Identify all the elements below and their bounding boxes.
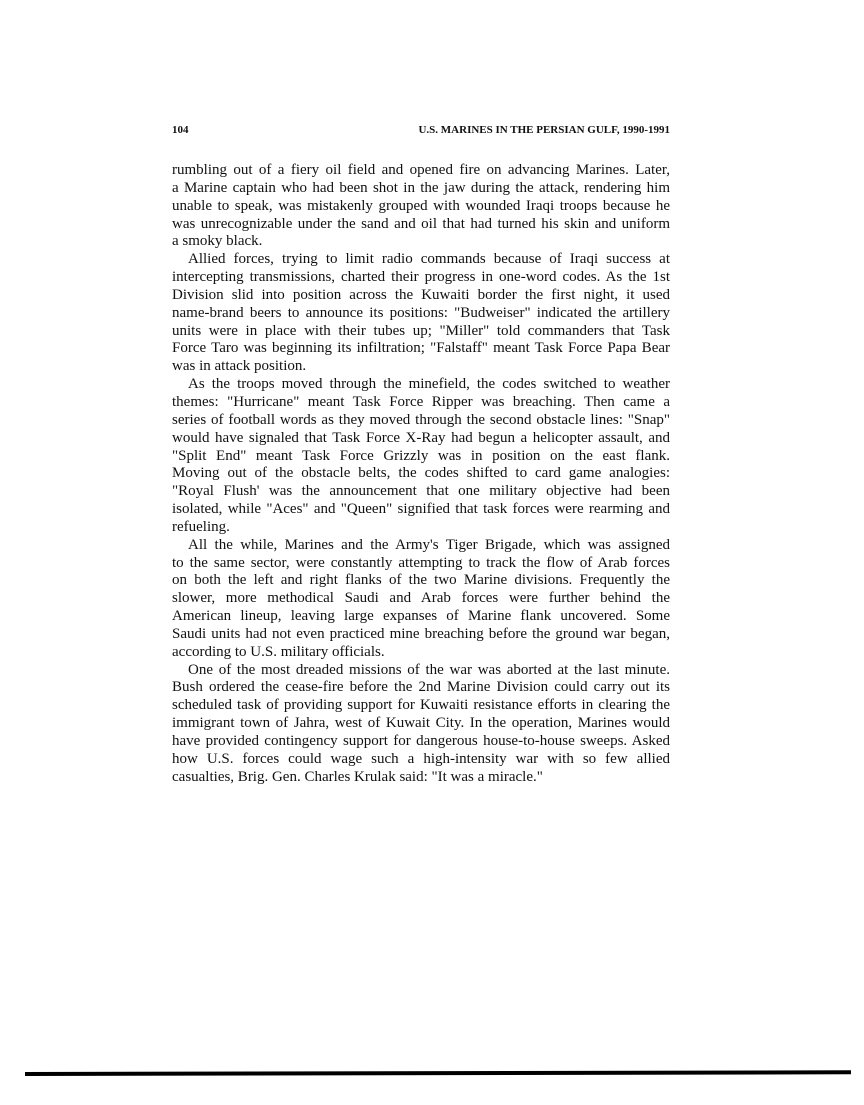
text-line: according to U.S. military officials. xyxy=(172,643,385,660)
text-line: All the while, Marines and the Army's Tiger Brigade, which was assigned xyxy=(188,536,670,553)
text-line: "Royal Flush' was the announcement that one military objective had been xyxy=(172,483,670,500)
text-line: rumbling out of a fiery oil field and opened fire on advancing Marines. Later, xyxy=(172,162,670,178)
body-text xyxy=(172,162,670,787)
text-line: a Marine captain who had been shot in the jaw during the attack, rendering him xyxy=(172,179,670,196)
paragraph xyxy=(172,251,670,376)
text-line: "Split End" meant Task Force Grizzly was in position on the east flank. xyxy=(172,447,670,464)
text-line: As the troops moved through the minefield, the codes switched to weather xyxy=(188,376,670,393)
text-line: refueling. xyxy=(172,518,230,535)
text-line: would have signaled that Task Force X-Ray had begun a helicopter assault, and xyxy=(172,429,670,446)
text-line: themes: "Hurricane" meant Task Force Ripper was breaching. Then came a xyxy=(172,393,670,410)
text-line: on both the left and right flanks of the two Marine divisions. Frequently the xyxy=(172,572,670,589)
text-line: units were in place with their tubes up; "Miller" told commanders that Task xyxy=(172,322,670,339)
text-line: to the same sector, were constantly attempting to track the flow of Arab forces xyxy=(172,554,670,571)
text-line: scheduled task of providing support for Kuwaiti resistance efforts in clearing the xyxy=(172,697,670,714)
text-line: One of the most dreaded missions of the war was aborted at the last minute. xyxy=(188,661,670,678)
paragraph xyxy=(172,537,670,662)
text-line: Bush ordered the cease-fire before the 2nd Marine Division could carry out its xyxy=(172,679,670,696)
text-line: Moving out of the obstacle belts, the codes shifted to card game analogies: xyxy=(172,465,670,482)
text-line: name-brand beers to announce its positions: "Budweiser" indicated the artillery xyxy=(172,304,670,321)
text-line: Force Taro was beginning its infiltration; "Falstaff" meant Task Force Papa Bear xyxy=(172,340,670,357)
page-number: 104 xyxy=(172,124,189,136)
text-line: a smoky black. xyxy=(172,233,263,250)
running-header xyxy=(172,124,670,138)
text-line: Division slid into position across the Kuwaiti border the first night, it used xyxy=(172,286,670,303)
text-line: Allied forces, trying to limit radio commands because of Iraqi success at xyxy=(188,251,670,268)
text-line: isolated, while "Aces" and "Queen" signified that task forces were rearming and xyxy=(172,501,670,518)
text-line: unable to speak, was mistakenly grouped with wounded Iraqi troops because he xyxy=(172,197,670,214)
bottom-rule xyxy=(25,1070,851,1076)
text-line: was unrecognizable under the sand and oil that had turned his skin and uniform xyxy=(172,215,670,232)
text-line: was in attack position. xyxy=(172,358,307,375)
text-line: intercepting transmissions, charted their progress in one-word codes. As the 1st xyxy=(172,269,670,286)
paragraph xyxy=(172,162,670,251)
text-line: slower, more methodical Saudi and Arab forces were further behind the xyxy=(172,590,670,607)
text-line: casualties, Brig. Gen. Charles Krulak said: "It was a miracle." xyxy=(172,768,543,785)
text-line: immigrant town of Jahra, west of Kuwait City. In the operation, Marines would xyxy=(172,715,670,732)
running-title: U.S. MARINES IN THE PERSIAN GULF, 1990-1991 xyxy=(418,124,670,136)
text-line: Saudi units had not even practiced mine breaching before the ground war began, xyxy=(172,625,670,642)
text-line: have provided contingency support for dangerous house-to-house sweeps. Asked xyxy=(172,733,670,749)
text-line: series of football words as they moved through the second obstacle lines: "Snap" xyxy=(172,411,670,428)
paragraph xyxy=(172,662,670,787)
paragraph xyxy=(172,376,670,537)
text-line: how U.S. forces could wage such a high-intensity war with so few allied xyxy=(172,750,670,767)
text-line: American lineup, leaving large expanses of Marine flank uncovered. Some xyxy=(172,608,670,625)
